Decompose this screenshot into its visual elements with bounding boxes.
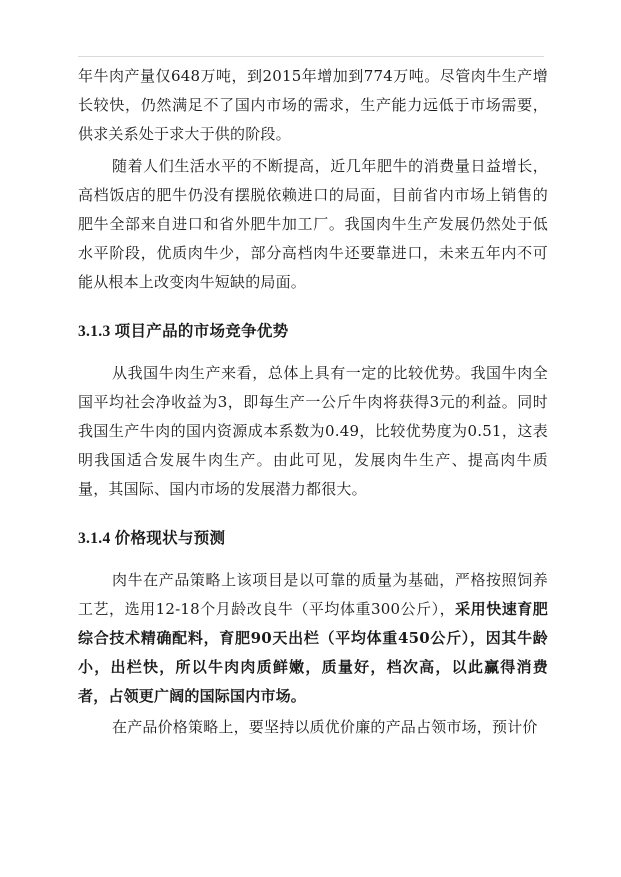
paragraph-product-strategy [78,566,548,711]
product-strategy-text: 肉牛在产品策略上该项目是以可靠的质量为基础，严格按照饲养工艺，选用12-18个月龄改良牛（平均体重300公斤）， [78,571,548,618]
paragraph-consumption-growth: 随着人们生活水平的不断提高，近几年肥牛的消费量日益增长，高档饭店的肥牛仍没有摆脱依赖进口的局面，目前省内市场上销售的肥牛全部来自进口和省外肥牛加工厂。我国肉牛生产发展仍然处于低水平阶段，优质肉牛少，部分高档肉牛还要靠进口，未来五年内不可能从根本上改变肉牛短缺的局面。 [78,157,548,291]
paragraph-supply-demand: 年牛肉产量仅648万吨，到2015年增加到774万吨。尽管肉牛生产增长较快，仍然满足不了国内市场的需求，生产能力远低于市场需要，供求关系处于求大于供的阶段。 [78,67,548,143]
header-rule [78,56,544,57]
paragraph-price-strategy: 在产品价格策略上，要坚持以质优价廉的产品占领市场，预计价 [112,718,538,736]
paragraph-comparative-advantage: 从我国牛肉生产来看，总体上具有一定的比较优势。我国牛肉全国平均社会净收益为3，即每生产一公斤牛肉将获得3元的利益。同时我国生产牛肉的国内资源成本系数为0.49，比较优势度为0.51，这表明我国适合发展牛肉生产。由此可见，发展肉牛生产、提高肉牛质量，其国际、国内市场的发展潜力都很大。 [78,364,548,498]
product-strategy-bold-text: 采用快速育肥综合技术精确配料，育肥90天出栏（平均体重450公斤），因其牛龄小，出栏快，所以牛肉肉质鲜嫩，质量好，档次高，以此赢得消费者，占领更广阔的国际国内市场。 [78,600,548,705]
document-body [78,62,548,742]
section-heading-price-forecast: 3.1.4 价格现状与预测 [78,530,226,547]
section-heading-competitive-advantage: 3.1.3 项目产品的市场竞争优势 [78,323,289,340]
